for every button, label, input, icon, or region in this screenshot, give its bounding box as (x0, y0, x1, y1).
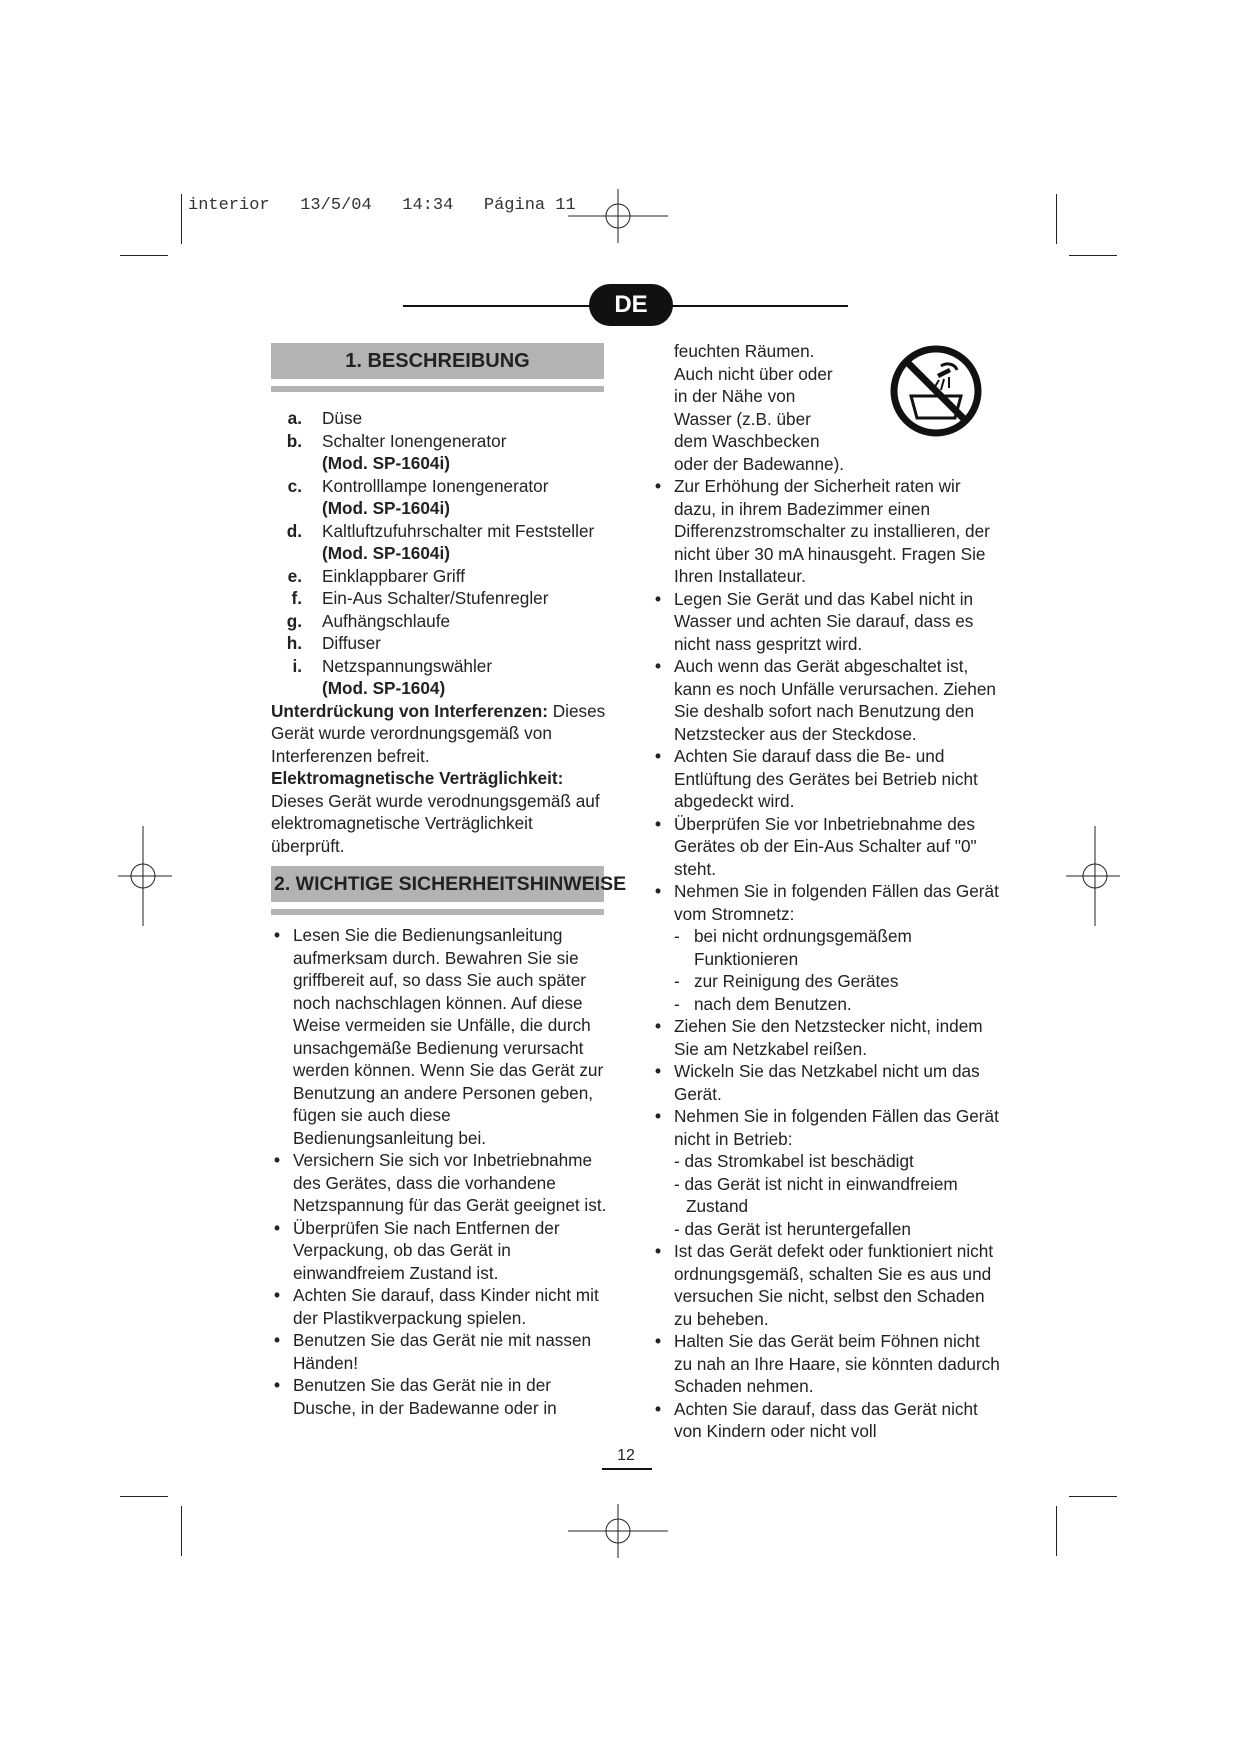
list-item: • Achten Sie darauf dass die Be- und Entlüftung des Gerätes bei Betrieb nicht abgedeckt wird. (655, 746, 978, 811)
list-item: • Ist das Gerät defekt oder funktioniert nicht ordnungsgemäß, schalten Sie es aus und versuchen Sie nicht, selbst den Schaden zu beheben. (655, 1241, 994, 1329)
language-rule-right (668, 305, 848, 307)
safety-list-left (271, 924, 611, 1419)
list-item: • Legen Sie Gerät und das Kabel nicht in Wasser und achten Sie darauf, dass es nicht nass gespritzt wird. (655, 588, 974, 654)
list-item: • Lesen Sie die Bedienungsanleitung aufmerksam durch. Bewahren Sie sie griffbereit auf, so dass Sie auch später noch nachschlagen können. Auf diese Weise vermeiden sie Unfälle, die durch unsachgemäße Bedienung verursacht werden können. Wenn Sie das Gerät zur Benutzung an andere Personen geben, fügen sie auch diese Bedienungsanleitung bei. (274, 925, 604, 1148)
sub-item: - nach dem Benutzen. (674, 993, 852, 1014)
list-item: f. Ein-Aus Schalter/Stufenregler (291, 588, 549, 608)
language-rule-left (403, 305, 593, 307)
sub-item: - das Gerät ist nicht in einwandfreiem Zustand (674, 1173, 958, 1216)
crop-mark-bottom-right-h (1069, 1496, 1117, 1497)
section-1-rule (271, 386, 604, 392)
list-item: • Überprüfen Sie nach Entfernen der Verpackung, ob das Gerät in einwandfreiem Zustand ist. (274, 1217, 560, 1283)
list-item: • Auch wenn das Gerät abgeschaltet ist, kann es noch Unfälle verursachen. Ziehen Sie deshalb sofort nach Benutzung den Netzstecker aus der Steckdose. (655, 656, 996, 744)
list-item: a. Düse (287, 408, 363, 428)
sub-item: - das Gerät ist heruntergefallen (674, 1218, 911, 1239)
list-item: • Nehmen Sie in folgenden Fällen das Gerät nicht in Betrieb: - das Stromkabel ist beschädigt - das Gerät ist nicht in einwandfreiem Zustand - das Gerät ist heruntergefallen (652, 1105, 1002, 1240)
print-header (188, 196, 576, 215)
sub-item: - bei nicht ordnungsgemäßem Funktionieren (674, 926, 912, 969)
list-item: • Benutzen Sie das Gerät nie in der Dusche, in der Badewanne oder in (274, 1375, 557, 1418)
list-item: g. Aufhängschlaufe (286, 610, 451, 631)
list-item: • Achten Sie darauf, dass Kinder nicht mit der Plastikverpackung spielen. (274, 1285, 599, 1328)
sub-item: - zur Reinigung des Gerätes (674, 971, 899, 991)
print-date: 13/5/04 (300, 196, 372, 215)
list-item: • Überprüfen Sie vor Inbetriebnahme des Gerätes ob der Ein-Aus Schalter auf "0" steht. (655, 813, 977, 879)
list-item: • Zur Erhöhung der Sicherheit raten wir dazu, in ihrem Badezimmer einen Differenzstromschalter zu installieren, der nicht über 30 mA hinausgeht. Fragen Sie Ihren Installateur. (655, 476, 990, 586)
registration-mark-top (568, 189, 668, 243)
sub-item: - das Stromkabel ist beschädigt (674, 1151, 914, 1171)
list-item: c. Kontrolllampe Ionengenerator (Mod. SP-1604i) (287, 475, 549, 518)
list-item: • Benutzen Sie das Gerät nie mit nassen Händen! (274, 1330, 592, 1373)
crop-mark-top-left-v (181, 194, 182, 244)
safety-list-right (652, 340, 1002, 1443)
list-item: • Wickeln Sie das Netzkabel nicht um das Gerät. (655, 1061, 980, 1104)
list-item: d. Kaltluftzufuhrschalter mit Feststeller (Mod. SP-1604i) (286, 520, 595, 563)
list-item: • Ziehen Sie den Netzstecker nicht, indem Sie am Netzkabel reißen. (655, 1016, 983, 1059)
list-item: • Halten Sie das Gerät beim Föhnen nicht zu nah an Ihre Haare, sie könnten dadurch Schaden nehmen. (655, 1331, 1000, 1396)
section-2-title: 2. WICHTIGE SICHERHEITSHINWEISE (274, 873, 627, 895)
section-1-heading (271, 343, 604, 379)
crop-mark-top-right-v (1056, 194, 1057, 244)
list-item: i. Netzspannungswähler (Mod. SP-1604) (292, 655, 493, 698)
emc-label: Elektromagnetische Verträglichkeit: (271, 768, 564, 788)
print-time: 14:34 (402, 196, 454, 215)
crop-mark-top-left-h (120, 255, 168, 256)
emc-text: Dieses Gerät wurde verodnungsgemäß auf elektromagnetische Verträglichkeit überprüft. (271, 790, 600, 856)
list-item: h. Diffuser (286, 633, 381, 653)
list-item: b. Schalter Ionengenerator (Mod. SP-1604i) (286, 430, 507, 473)
crop-mark-bottom-right-v (1056, 1506, 1057, 1556)
language-badge: DE (589, 284, 673, 326)
continuation-text: feuchten Räumen. Auch nicht über oder in der Nähe von Wasser (z.B. über dem Waschbecken oder der Badewanne). (674, 341, 845, 474)
crop-mark-bottom-left-v (181, 1506, 182, 1556)
list-item: • Achten Sie darauf, dass das Gerät nicht von Kindern oder nicht voll (655, 1398, 978, 1441)
crop-mark-top-right-h (1069, 255, 1117, 256)
print-page-label: Página 11 (483, 196, 576, 215)
section-2-rule (271, 909, 604, 915)
page-number-rule (602, 1468, 652, 1470)
page-number: 12 (617, 1447, 635, 1464)
interference-paragraph: Unterdrückung von Interferenzen: Dieses Gerät wurde verordnungsgemäß von Interferenzen befreit. (271, 700, 606, 766)
list-item: • Nehmen Sie in folgenden Fällen das Gerät vom Stromnetz: - bei nicht ordnungsgemäßem Funktionieren - zur Reinigung des Gerätes - nach dem Benutzen. (652, 880, 1002, 1015)
registration-mark-bottom (568, 1504, 668, 1558)
list-item: • Versichern Sie sich vor Inbetriebnahme des Gerätes, dass die vorhandene Netzspannung für das Gerät geeignet ist. (274, 1150, 607, 1215)
section-2-heading (271, 866, 627, 902)
print-file: interior (188, 196, 270, 215)
section-1-title: 1. BESCHREIBUNG (345, 350, 530, 372)
list-item: e. Einklappbarer Griff (287, 565, 465, 586)
registration-mark-right (1066, 826, 1120, 926)
description-list (271, 407, 611, 857)
registration-mark-left (118, 826, 172, 926)
crop-mark-bottom-left-h (120, 1496, 168, 1497)
